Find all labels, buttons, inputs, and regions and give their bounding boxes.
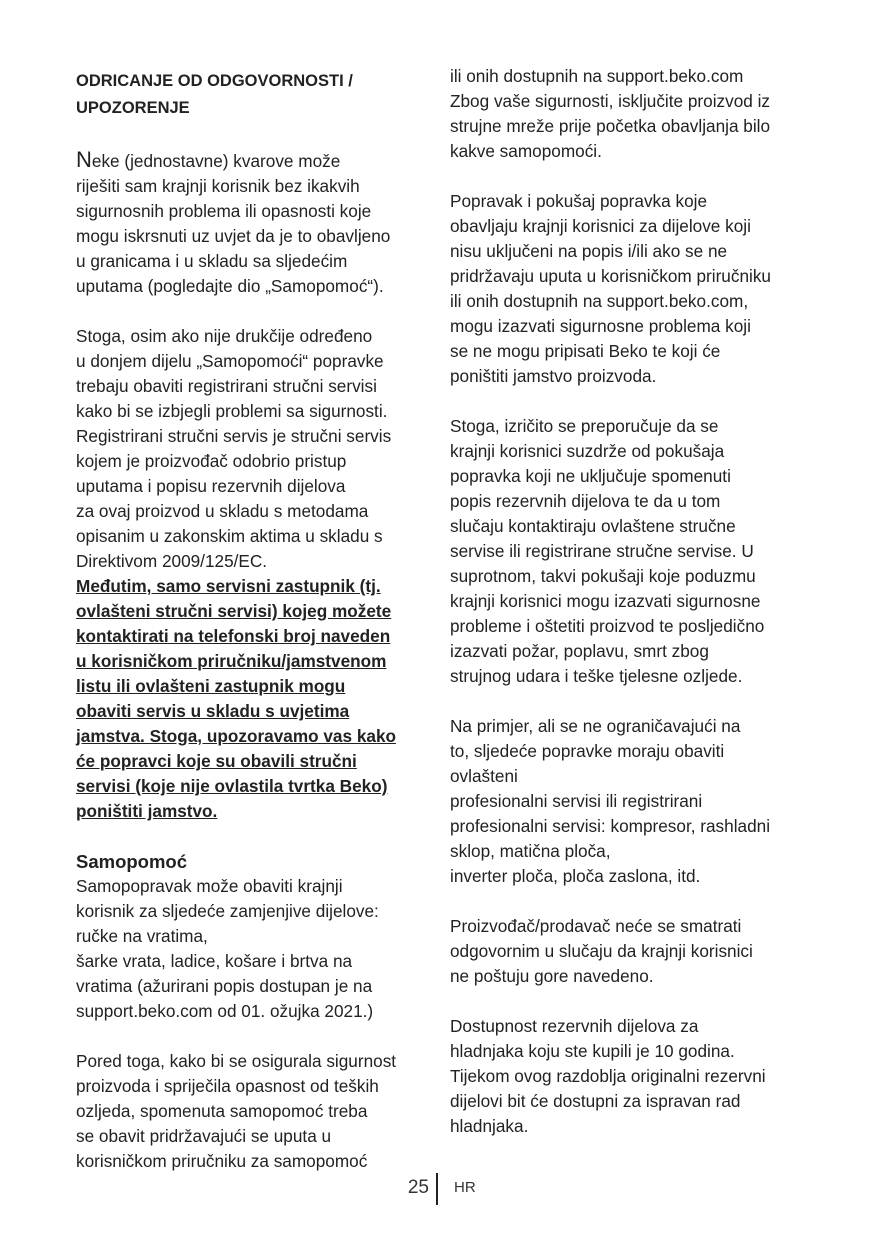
text-line: servise ili registrirane stručne servise. U [450,541,754,561]
text-line: za ovaj proizvod u skladu s metodama [76,501,369,521]
text-line: mogu iskrsnuti uz uvjet da je to obavljeno [76,226,391,246]
text-line: Na primjer, ali se ne ograničavajući na [450,716,741,736]
text-line: eke (jednostavne) kvarove može [91,151,341,171]
page-footer [0,1173,875,1207]
text-line: poništiti jamstvo. [76,801,218,821]
text-line: proizvoda i spriječila opasnost od teških [76,1076,379,1096]
text-line: riješiti sam krajnji korisnik bez ikakvih [76,176,360,196]
text-line: kako bi se izbjegli problemi sa sigurnosti. [76,401,388,421]
text-line: u korisničkom priručniku/jamstvenom [76,651,387,671]
text-line: sklop, matična ploča, [450,841,611,861]
text-line: pridržavaju uputa u korisničkom priručniku [450,266,771,286]
text-line: strujnog udara i teške tjelesne ozljede. [450,666,743,686]
text-line: profesionalni servisi ili registrirani [450,791,703,811]
text-line: ODRICANJE OD ODGOVORNOSTI / [76,72,353,90]
footer-divider [436,1173,438,1205]
text-line: jamstva. Stoga, upozoravamo vas kako [76,726,396,746]
right-paragraph-5 [450,914,810,989]
text-line: servisi (koje nije ovlastila tvrtka Beko) [76,776,388,796]
right-paragraph-2 [450,189,810,389]
left-paragraph-1 [76,147,428,299]
text-line: ili onih dostupnih na support.beko.com [450,66,744,86]
left-paragraph-2 [76,324,428,824]
text-line: Međutim, samo servisni zastupnik (tj. [76,576,381,596]
text-line: mogu izazvati sigurnosne problema koji [450,316,751,336]
text-line: inverter ploča, ploča zaslona, itd. [450,866,701,886]
text-line: probleme i oštetiti proizvod te posljedično [450,616,765,636]
text-line: ovlašteni stručni servisi) kojeg možete [76,601,392,621]
text-line: krajnji korisnici mogu izazvati sigurnosne [450,591,761,611]
text-line: krajnji korisnici suzdrže od pokušaja [450,441,725,461]
drop-cap: N [76,147,92,172]
text-line: Direktivom 2009/125/EC. [76,551,268,571]
self-help-heading: Samopomoć [76,851,188,872]
disclaimer-heading [76,68,428,122]
text-line: listu ili ovlašteni zastupnik mogu [76,676,346,696]
text-line: se ne mogu pripisati Beko te koji će [450,341,721,361]
text-line: Proizvođač/prodavač neće se smatrati [450,916,742,936]
text-line: ili onih dostupnih na support.beko.com, [450,291,749,311]
text-line: sigurnosnih problema ili opasnosti koje [76,201,372,221]
text-line: u donjem dijelu „Samopomoći“ popravke [76,351,384,371]
text-line: slučaju kontaktiraju ovlaštene stručne [450,516,736,536]
text-line: ručke na vratima, [76,926,208,946]
text-line: popis rezervnih dijelova te da u tom [450,491,721,511]
text-line: hladnjaka koju ste kupili je 10 godina. [450,1041,735,1061]
right-paragraph-1 [450,64,810,164]
left-column [76,64,428,1199]
right-paragraph-3 [450,414,810,689]
text-line: ozljeda, spomenuta samopomoć treba [76,1101,368,1121]
text-line: izazvati požar, poplavu, smrt zbog [450,641,709,661]
left-paragraph-4 [76,1049,428,1174]
text-line: će popravci koje su obavili stručni [76,751,357,771]
text-line: Samopopravak može obaviti krajnji [76,876,343,896]
text-line: poništiti jamstvo proizvoda. [450,366,657,386]
right-column [450,64,810,1164]
text-line: Dostupnost rezervnih dijelova za [450,1016,699,1036]
language-code: HR [454,1179,476,1196]
text-line: dijelovi bit će dostupni za ispravan rad [450,1091,741,1111]
text-line: popravka koji ne uključuje spomenuti [450,466,731,486]
text-line: uputama (pogledajte dio „Samopomoć“). [76,276,384,296]
text-line: UPOZORENJE [76,99,190,117]
text-line: support.beko.com od 01. ožujka 2021.) [76,1001,374,1021]
text-line: suprotnom, takvi pokušaji koje poduzmu [450,566,756,586]
right-paragraph-6 [450,1014,810,1139]
text-line: profesionalni servisi: kompresor, rashladni [450,816,771,836]
text-line: kontaktirati na telefonski broj naveden [76,626,391,646]
text-line: korisnik za sljedeće zamjenjive dijelove: [76,901,379,921]
text-line: Tijekom ovog razdoblja originalni rezervni [450,1066,766,1086]
text-line: Pored toga, kako bi se osigurala sigurnost [76,1051,397,1071]
self-help-section [76,849,428,1024]
text-line: odgovornim u slučaju da krajnji korisnici [450,941,753,961]
text-line: Zbog vaše sigurnosti, isključite proizvod iz [450,91,771,111]
text-line: obaviti servis u skladu s uvjetima [76,701,350,721]
text-line: opisanim u zakonskim aktima u skladu s [76,526,383,546]
text-line: uputama i popisu rezervnih dijelova [76,476,346,496]
text-line: hladnjaka. [450,1116,529,1136]
text-line: Registrirani stručni servis je stručni servis [76,426,392,446]
text-line: vratima (ažurirani popis dostupan je na [76,976,373,996]
text-line: korisničkom priručniku za samopomoć [76,1151,368,1171]
text-line: nisu uključeni na popis i/ili ako se ne [450,241,728,261]
right-paragraph-4 [450,714,810,889]
text-line: to, sljedeće popravke moraju obaviti [450,741,725,761]
text-line: strujne mreže prije početka obavljanja bilo [450,116,771,136]
text-line: u granicama i u skladu sa sljedećim [76,251,348,271]
text-line: obavljaju krajnji korisnici za dijelove koji [450,216,751,236]
text-line: ne poštuju gore navedeno. [450,966,654,986]
text-line: ovlašteni [450,766,518,786]
text-line: se obavit pridržavajući se uputa u [76,1126,332,1146]
text-line: kakve samopomoći. [450,141,602,161]
text-line: kojem je proizvođač odobrio pristup [76,451,347,471]
text-line: Stoga, izričito se preporučuje da se [450,416,719,436]
text-line: šarke vrata, ladice, košare i brtva na [76,951,353,971]
text-line: trebaju obaviti registrirani stručni servisi [76,376,377,396]
text-line: Popravak i pokušaj popravka koje [450,191,708,211]
page-number: 25 [407,1177,429,1198]
text-line: Stoga, osim ako nije drukčije određeno [76,326,373,346]
